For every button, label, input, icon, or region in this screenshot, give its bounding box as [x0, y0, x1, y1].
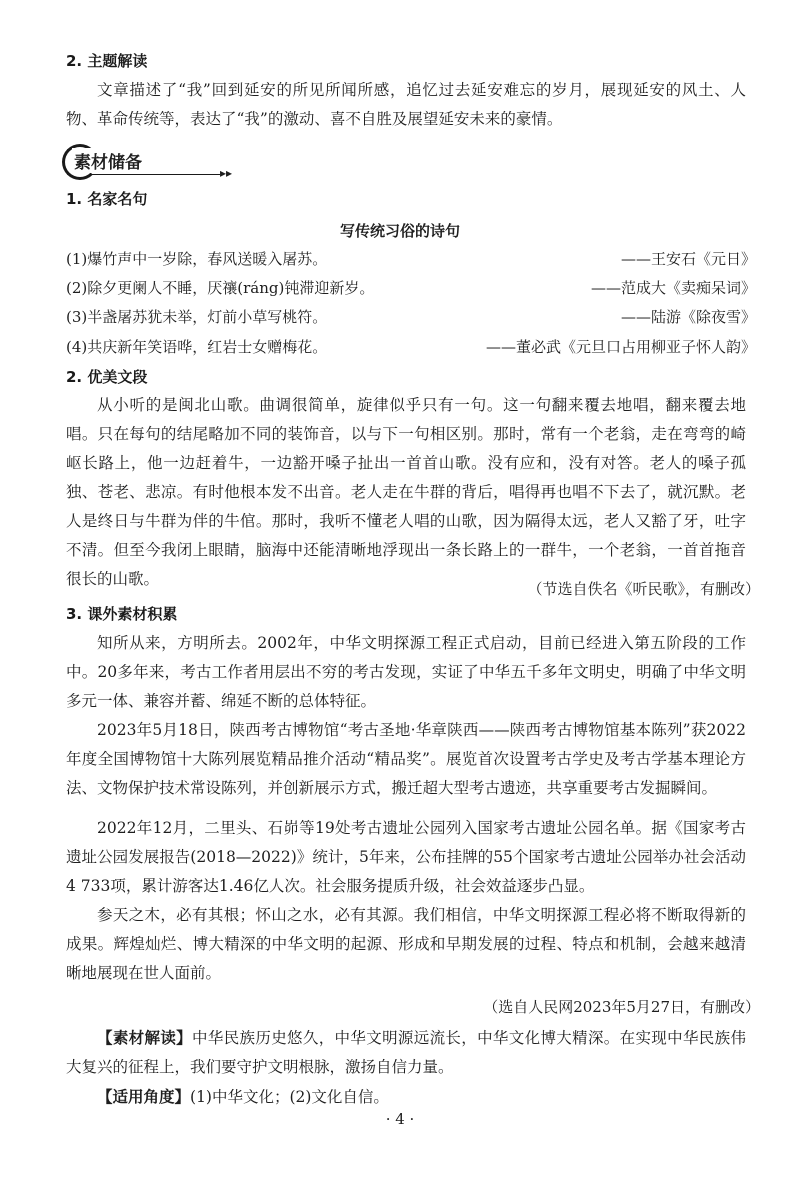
poem-line	[66, 336, 756, 362]
poem-source: ——陆游《除夜雪》	[620, 308, 756, 326]
poem-line	[66, 277, 756, 303]
poem-source: ——范成大《卖痴呆词》	[590, 279, 756, 297]
material-paragraph: 参天之木，必有其根；怀山之水，必有其源。我们相信，中华文明探源工程必将不断取得新的成果。辉煌灿烂、博大精深的中华文明的起源、形成和早期发展的过程、特点和机制，会越来越清晰地展现在世人面前。	[66, 906, 746, 982]
section-heading-extra-material: 3. 课外素材积累	[66, 605, 178, 623]
applicable-angles	[66, 1083, 746, 1112]
page-number: · 4 ·	[385, 1110, 415, 1128]
poem-text: (4)共庆新年笑语哗，红岩士女赠梅花。	[66, 338, 328, 356]
banner-underline	[90, 174, 220, 175]
poem-text: (2)除夕更阑人不睡，厌禳(ráng)钝滞迎新岁。	[66, 279, 375, 297]
poem-source: ——董必武《元旦口占用柳亚子怀人韵》	[485, 338, 756, 356]
material-banner	[60, 142, 233, 182]
poem-line	[66, 306, 756, 332]
banner-arrow-icon: ▸▸	[220, 166, 233, 180]
banner-label: 素材储备	[72, 148, 144, 173]
section-heading-fine-passage: 2. 优美文段	[66, 368, 148, 386]
angles-label: 【适用角度】	[97, 1088, 191, 1106]
interpretation-label: 【素材解读】	[97, 1029, 193, 1047]
section-heading-famous-quotes: 1. 名家名句	[66, 190, 148, 208]
fine-passage-paragraph: 从小听的是闽北山歌。曲调很简单，旋律似乎只有一句。这一句翻来覆去地唱，翻来覆去地唱。只在每句的结尾略加不同的装饰音，以与下一句相区别。那时，常有一个老翁，走在弯弯的崎岖长路上，他一边赶着牛，一边豁开嗓子扯出一首首山歌。没有应和，没有对答。老人的嗓子孤独、苍老、悲凉。有时他根本发不出音。老人走在牛群的背后，唱得再也唱不下去了，就沉默。老人是终日与牛群为伴的牛倌。那时，我听不懂老人唱的山歌，因为隔得太远，老人又豁了牙，吐字不清。但至今我闭上眼睛，脑海中还能清晰地浮现出一条长路上的一群牛，一个老翁，一首首拖音很长的山歌。	[66, 396, 746, 588]
poem-source: ——王安石《元日》	[620, 250, 756, 268]
material-paragraph: 2023年5月18日，陕西考古博物馆“考古圣地·华章陕西——陕西考古博物馆基本陈列”获2022年度全国博物馆十大陈列展览精品推介活动“精品奖”。展览首次设置考古学史及考古学基本理论方法、文物保护技术常设陈列，并创新展示方式，搬迁超大型考古遗迹，共享重要考古发掘瞬间。	[66, 721, 746, 797]
poem-text: (3)半盏屠苏犹未举，灯前小草写桃符。	[66, 308, 328, 326]
material-paragraph: 知所从来，方明所去。2002年，中华文明探源工程正式启动，目前已经进入第五阶段的工作中。20多年来，考古工作者用层出不穷的考古发现，实证了中华五千多年文明史，明确了中华文明多元一体、兼容并蓄、绵延不断的总体特征。	[66, 634, 746, 710]
section-heading-theme: 2. 主题解读	[66, 52, 148, 70]
material-source: （选自人民网2023年5月27日，有删改）	[483, 998, 760, 1016]
material-interpretation	[66, 1024, 746, 1082]
material-paragraph: 2022年12月，二里头、石峁等19处考古遗址公园列入国家考古遗址公园名单。据《国家考古遗址公园发展报告(2018—2022)》统计，5年来，公布挂牌的55个国家考古遗址公园举办社会活动4 733项，累计游客达1.46亿人次。社会服务提质升级，社会效益逐步凸显。	[66, 819, 746, 895]
interpretation-text: 中华民族历史悠久，中华文明源远流长，中华文化博大精深。在实现中华民族伟大复兴的征程上，我们要守护文明根脉，激扬自信力量。	[66, 1029, 746, 1076]
poem-line	[66, 248, 756, 274]
angles-text: (1)中华文化；(2)文化自信。	[190, 1088, 389, 1106]
theme-paragraph: 文章描述了“我”回到延安的所见所闻所感，追忆过去延安难忘的岁月，展现延安的风土、人物、革命传统等，表达了“我”的激动、喜不自胜及展望延安未来的豪情。	[66, 81, 746, 128]
poem-text: (1)爆竹声中一岁除，春风送暖入屠苏。	[66, 250, 328, 268]
fine-passage-source: （节选自佚名《听民歌》，有删改）	[527, 580, 760, 598]
poem-group-title: 写传统习俗的诗句	[339, 222, 460, 240]
